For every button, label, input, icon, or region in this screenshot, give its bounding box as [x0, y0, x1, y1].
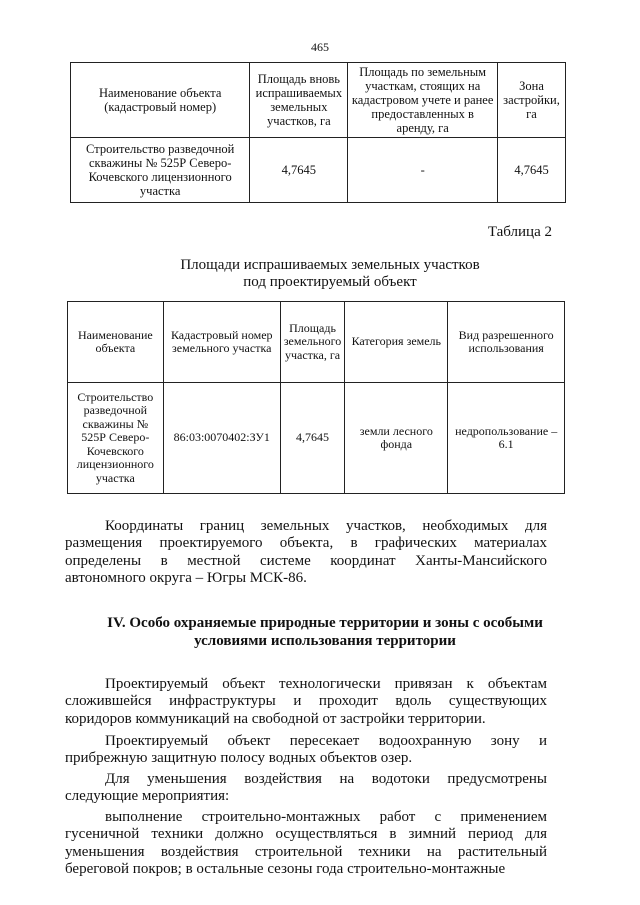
table-cell: - [348, 138, 498, 203]
body-paragraph: Проектируемый объект пересекает водоохранную зону и прибрежную защитную полосу водных объектов озер. [65, 733, 547, 767]
table-header-cell: Площадь земельного участка, га [280, 302, 344, 383]
table-row [71, 138, 566, 203]
table-header-cell: Вид разрешенного использования [448, 302, 565, 383]
land-plots-table [70, 62, 566, 203]
table-header-cell: Кадастровый номер земельного участка [163, 302, 280, 383]
table-cell: земли лесного фонда [345, 383, 448, 494]
table-cell: недропользование – 6.1 [448, 383, 565, 494]
page-number: 465 [311, 40, 329, 54]
table-header-row [68, 302, 565, 383]
table-title [0, 257, 640, 292]
table-cell: Строительство разведочной скважины № 525Р Северо-Кочевского лицензионного участка [68, 383, 164, 494]
table-title-line: под проектируемый объект [243, 274, 417, 291]
requested-plots-table [67, 301, 565, 494]
table-caption: Таблица 2 [487, 224, 552, 240]
body-paragraph: Проектируемый объект технологически привязан к объектам сложившейся инфраструктуры и проходит вдоль существующих коридоров коммуникаций на свободной от застройки территории. [65, 676, 547, 727]
table-header-cell: Наименование объекта (кадастровый номер) [71, 63, 250, 138]
body-paragraph: Для уменьшения воздействия на водотоки предусмотрены следующие мероприятия: [65, 771, 547, 805]
table-cell: 4,7645 [250, 138, 348, 203]
section-heading: IV. Особо охраняемые природные территории и зоны с особыми условиями использования территории [107, 615, 543, 649]
table-header-row [71, 63, 566, 138]
table-header-cell: Наименование объекта [68, 302, 164, 383]
table-cell: 86:03:0070402:ЗУ1 [163, 383, 280, 494]
table-cell: 4,7645 [280, 383, 344, 494]
body-paragraph: выполнение строительно-монтажных работ с применением гусеничной техники должно осуществляться в зимний период для уменьшения воздействия строительной техники на растительный береговой покров; в остальные сезоны года строительно-монтажные [65, 809, 547, 877]
coordinates-paragraph: Координаты границ земельных участков, необходимых для размещения проектируемого объекта, в графических материалах определены в местной системе координат Ханты-Мансийского автономного округа – Югры МСК-86. [65, 518, 547, 586]
table-row [68, 383, 565, 494]
table-title-line: Площади испрашиваемых земельных участков [180, 257, 480, 273]
table-header-cell: Площадь по земельным участкам, стоящих на кадастровом учете и ранее предоставленных в аренду, га [348, 63, 498, 138]
table-header-cell: Зона застройки, га [498, 63, 566, 138]
table-cell: Строительство разведочной скважины № 525Р Северо-Кочевского лицензионного участка [71, 138, 250, 203]
table-cell: 4,7645 [498, 138, 566, 203]
table-header-cell: Площадь вновь испрашиваемых земельных участков, га [250, 63, 348, 138]
table-header-cell: Категория земель [345, 302, 448, 383]
